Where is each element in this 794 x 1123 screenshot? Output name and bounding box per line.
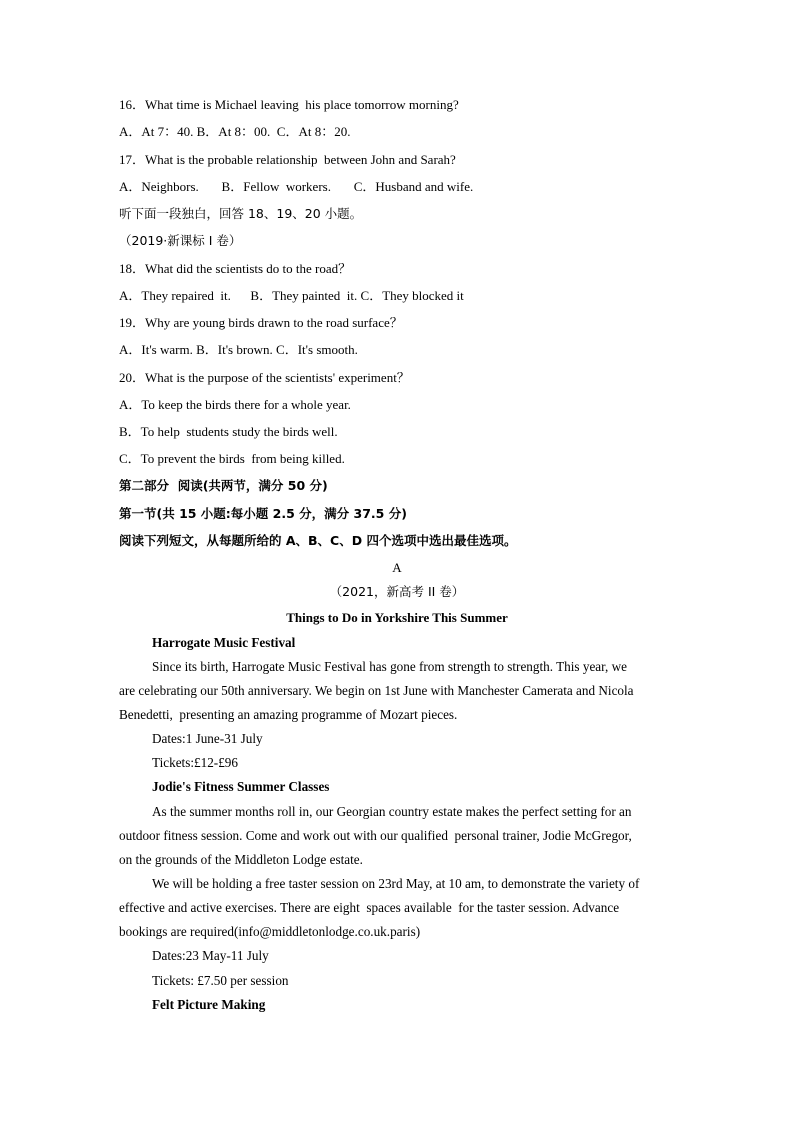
- question-19-options: A．It's warm. B．It's brown. C．It's smooth.: [119, 342, 358, 357]
- question-18-options: A．They repaired it. B．They painted it. C．They blocked it: [119, 288, 464, 303]
- event1-dates: Dates:1 June-31 July: [152, 731, 263, 746]
- event2-line3: on the grounds of the Middleton Lodge estate.: [119, 852, 363, 867]
- reading-instruction: 阅读下列短文，从每题所给的 A、B、C、D 四个选项中选出最佳选项。: [119, 533, 517, 548]
- event2-tickets: Tickets: £7.50 per session: [152, 973, 289, 988]
- event2-line6: bookings are required(info@middletonlodge.co.uk.paris): [119, 924, 421, 939]
- section1-heading: 第一节(共 15 小题:每小题 2.5 分，满分 37.5 分): [119, 506, 407, 521]
- passage-source: （2021，新高考 II 卷）: [329, 584, 465, 599]
- question-17-options: A．Neighbors. B．Fellow workers. C．Husband and wife.: [119, 179, 474, 194]
- monologue-instruction: 听下面一段独白，回答 18、19、20 小题。: [119, 206, 363, 221]
- event1-tickets: Tickets:£12-£96: [152, 755, 238, 770]
- event2-line4: We will be holding a free taster session on 23rd May, at 10 am, to demonstrate the variety of: [152, 876, 640, 891]
- passage-label: A: [392, 560, 402, 575]
- question-20: 20．What is the purpose of the scientists' experiment？: [119, 370, 410, 385]
- source-2019: （2019·新课标 I 卷）: [119, 233, 242, 248]
- part2-heading: 第二部分 阅读(共两节，满分 50 分): [119, 478, 328, 493]
- question-20-option-c: C．To prevent the birds from being killed.: [119, 451, 345, 466]
- event1-name: Harrogate Music Festival: [152, 635, 296, 650]
- event2-line2: outdoor fitness session. Come and work out with our qualified personal trainer, Jodie McGregor,: [119, 828, 632, 843]
- event1-line1: Since its birth, Harrogate Music Festival has gone from strength to strength. This year, we: [152, 659, 627, 674]
- question-16: 16．What time is Michael leaving his place tomorrow morning?: [119, 97, 459, 112]
- event2-line1: As the summer months roll in, our Georgian country estate makes the perfect setting for an: [152, 804, 632, 819]
- event3-name: Felt Picture Making: [152, 997, 266, 1012]
- event2-name: Jodie's Fitness Summer Classes: [152, 779, 330, 794]
- event2-dates: Dates:23 May-11 July: [152, 948, 269, 963]
- question-19: 19．Why are young birds drawn to the road surface？: [119, 315, 403, 330]
- event1-line2: are celebrating our 50th anniversary. We begin on 1st June with Manchester Camerata and Nicola: [119, 683, 634, 698]
- event2-line5: effective and active exercises. There are eight spaces available for the taster session. Advance: [119, 900, 620, 915]
- event1-line3: Benedetti, presenting an amazing programme of Mozart pieces.: [119, 707, 458, 722]
- question-18: 18．What did the scientists do to the road？: [119, 261, 352, 276]
- question-20-option-b: B．To help students study the birds well.: [119, 424, 338, 439]
- passage-title: Things to Do in Yorkshire This Summer: [286, 610, 508, 625]
- question-16-options: A．At 7：40. B．At 8：00. C．At 8：20.: [119, 124, 351, 139]
- question-17: 17．What is the probable relationship between John and Sarah?: [119, 152, 456, 167]
- question-20-option-a: A．To keep the birds there for a whole year.: [119, 397, 351, 412]
